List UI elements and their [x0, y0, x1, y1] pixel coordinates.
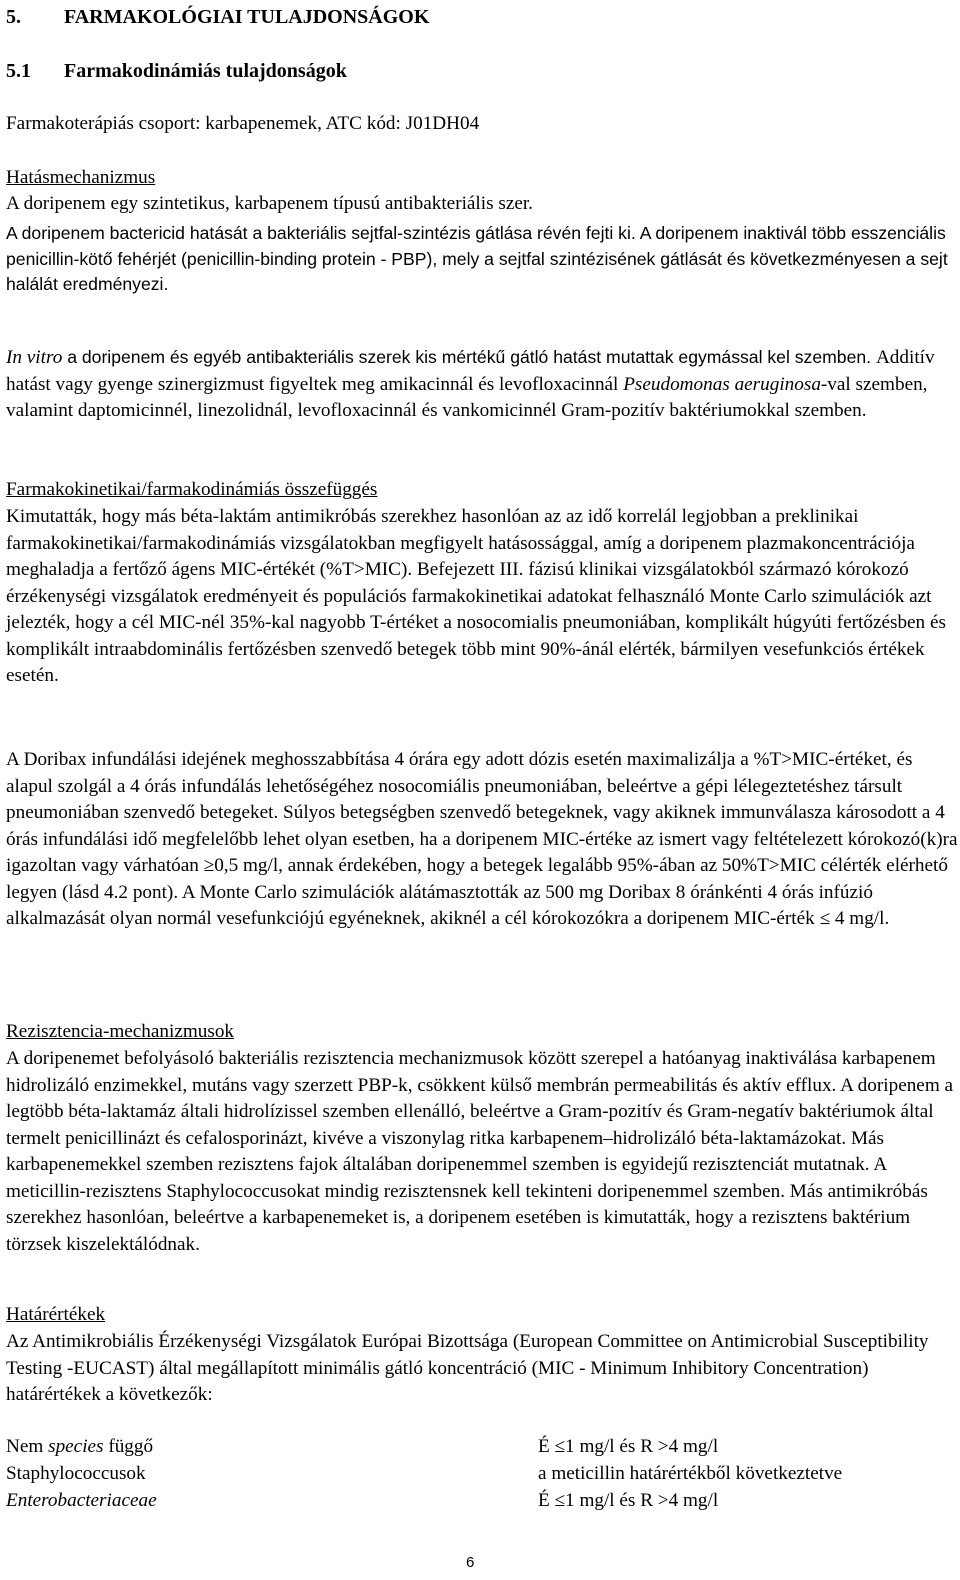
- breakpoint-value: a meticillin határértékből következtetve: [538, 1463, 843, 1484]
- resistance-title: Rezisztencia-mechanizmusok: [6, 1021, 235, 1042]
- breakpoint-label: [6, 1434, 153, 1461]
- subsection-title: Farmakodinámiás tulajdonságok: [64, 60, 347, 82]
- mechanism-paragraph-3: [6, 345, 958, 425]
- p3-serif-text-b: -val szemben, valamint daptomicinnél, linezolidnál, levofloxacinnál és vankomicinnél Gram-pozitív baktériumokkal szemben.: [6, 373, 928, 421]
- pkpd-p2-text-c: 4 mg/l.: [830, 908, 890, 929]
- row1-label-b: függő: [103, 1436, 154, 1457]
- section-title: FARMAKOLÓGIAI TULAJDONSÁGOK: [64, 6, 430, 28]
- pkpd-paragraph-2: [6, 747, 958, 933]
- resistance-paragraph: A doripenemet befolyásoló bakteriális rezisztencia mechanizmusok között szerepel a hatóanyag inaktiválása karbapenem hidrolizáló enzimekkel, mutáns vagy szerzett PBP-k, csökkent külső membrán permeabilitás és aktív efflux. A doripenem a legtöbb béta-laktamáz általi hidrolízissel szemben ellenálló, beleértve a Gram-pozitív és Gram-negatív baktériumok által termelt penicillinázt és cefalosporinázt, kivéve a viszonylag ritka karbapenem–hidrolizáló béta-laktamázokat. Más karbapenemekkel szemben rezisztens fajok általában doripenemmel szemben is egyidejű rezisztenciát mutatnak. A meticillin-rezisztens Staphylococcusokat mindig rezisztensnek kell tekinteni doripenemmel szemben. Más antimikróbás szerekhez hasonlóan, beleértve a karbapenemeket is, a doripenem esetében is kimutatták, hogy a rezisztens baktérium törzsek kiszelektálódnak.: [6, 1048, 954, 1255]
- row1-label-a: Nem: [6, 1436, 49, 1457]
- mechanism-line1: A doripenem egy szintetikus, karbapenem típusú antibakteriális szer.: [6, 193, 533, 214]
- subsection-heading: [6, 57, 347, 85]
- pseudomonas-term: Pseudomonas aeruginosa: [623, 373, 821, 395]
- greater-equal-symbol: ≥: [203, 855, 215, 876]
- section-number: 5.: [6, 6, 21, 28]
- breakpoint-row: [6, 1461, 958, 1488]
- in-vitro-term: In vitro: [6, 347, 63, 368]
- breakpoint-label: Staphylococcusok: [6, 1463, 146, 1484]
- breakpoint-row: [6, 1488, 958, 1515]
- breakpoint-label: Enterobacteriaceae: [6, 1490, 157, 1511]
- mechanism-paragraph-2: A doripenem bactericid hatását a bakteriális sejtfal-szintézis gátlása révén fejti ki. A doripenem inaktivál több esszenciális penicillin-kötő fehérjét (penicillin-binding protein - PBP), mely a sejtfal szintézisének gátlását és következményesen a sejt halálát eredményezi.: [6, 223, 948, 294]
- subsection-number: 5.1: [6, 60, 31, 82]
- section-heading: [6, 3, 429, 31]
- pkpd-p2-text-a: A Doribax infundálási idejének meghosszabbítása 4 órára egy adott dózis esetén maximalizálja a %T>MIC-értéket, és alapul szolgál a 4 órás infundálás lehetőségéhez nosocomiális pneumoniában, beleértve a gépi lélegeztetéshez társult pneumoniában szenvedő betegeket. Súlyos betegségben szenvedő betegeknek, vagy akiknek immunválasza károsodott a 4 órás infundálási idő megfelelőbb lehet olyan esetben, ha a doripenem MIC-értéke az ismert vagy feltételezett kórokozó(k)ra igazoltan vagy várhatóan: [6, 749, 958, 876]
- breakpoint-value: É ≤1 mg/l és R >4 mg/l: [538, 1490, 719, 1511]
- page-number: 6: [466, 1554, 475, 1571]
- breakpoints-intro: Az Antimikrobiális Érzékenységi Vizsgálatok Európai Bizottsága (European Committee on Antimicrobial Susceptibility Testing -EUCAST) által megállapított minimális gátló koncentráció (MIC - Minimum Inhibitory Concentration) határértékek a következők:: [6, 1331, 929, 1405]
- p3-serif-text-a: Additív hatást vagy gyenge szinergizmust figyeltek meg amikacinnál és levofloxacinnál: [6, 347, 935, 395]
- breakpoint-value: É ≤1 mg/l és R >4 mg/l: [538, 1436, 719, 1457]
- pkpd-title: Farmakokinetikai/farmakodinámiás összefüggés: [6, 479, 378, 500]
- breakpoint-row: [6, 1434, 958, 1461]
- row1-label-italic: species: [48, 1436, 104, 1457]
- atc-line: Farmakoterápiás csoport: karbapenemek, ATC kód: J01DH04: [6, 113, 480, 134]
- less-equal-symbol: ≤: [819, 908, 831, 929]
- p3-sans-text: a doripenem és egyéb antibakteriális szerek kis mértékű gátló hatást mutattak egymással kel szemben.: [62, 347, 876, 367]
- pkpd-p2-text-b: 0,5 mg/l, annak érdekében, hogy a betegek legalább 95%-ában az 50%T>MIC célérték elérhető legyen (lásd 4.2 pont). A Monte Carlo szimulációk alátámasztották az 500 mg Doribax 8 óránkénti 4 órás infúzió alkalmazását olyan normál vesefunkciójú egyéneknek, akiknél a cél kórokozókra a doripenem MIC-érték: [6, 855, 948, 929]
- breakpoints-title: Határértékek: [6, 1304, 106, 1325]
- pkpd-paragraph-1: Kimutatták, hogy más béta-laktám antimikróbás szerekhez hasonlóan az az idő korrelál legjobban a preklinikai farmakokinetikai/farmakodinámiás vizsgálatokban megfigyelt hatásossággal, amíg a doripenem plazmakoncentrációja meghaladja a fertőző ágens MIC-értékét (%T>MIC). Befejezett III. fázisú klinikai vizsgálatokból származó kórokozó érzékenységi vizsgálatok eredményeit és populációs farmakokinetikai adatokat felhasználó Monte Carlo szimulációk azt jelezték, hogy a cél MIC-nél 35%-kal nagyobb T-értéket a nosocomialis pneumoniában, komplikált húgyúti fertőzésben és komplikált intraabdominális fertőzésben szenvedő betegek több mint 90%-ánál elérték, bármilyen vesefunkciós értékek esetén.: [6, 506, 946, 686]
- mechanism-title: Hatásmechanizmus: [6, 167, 156, 188]
